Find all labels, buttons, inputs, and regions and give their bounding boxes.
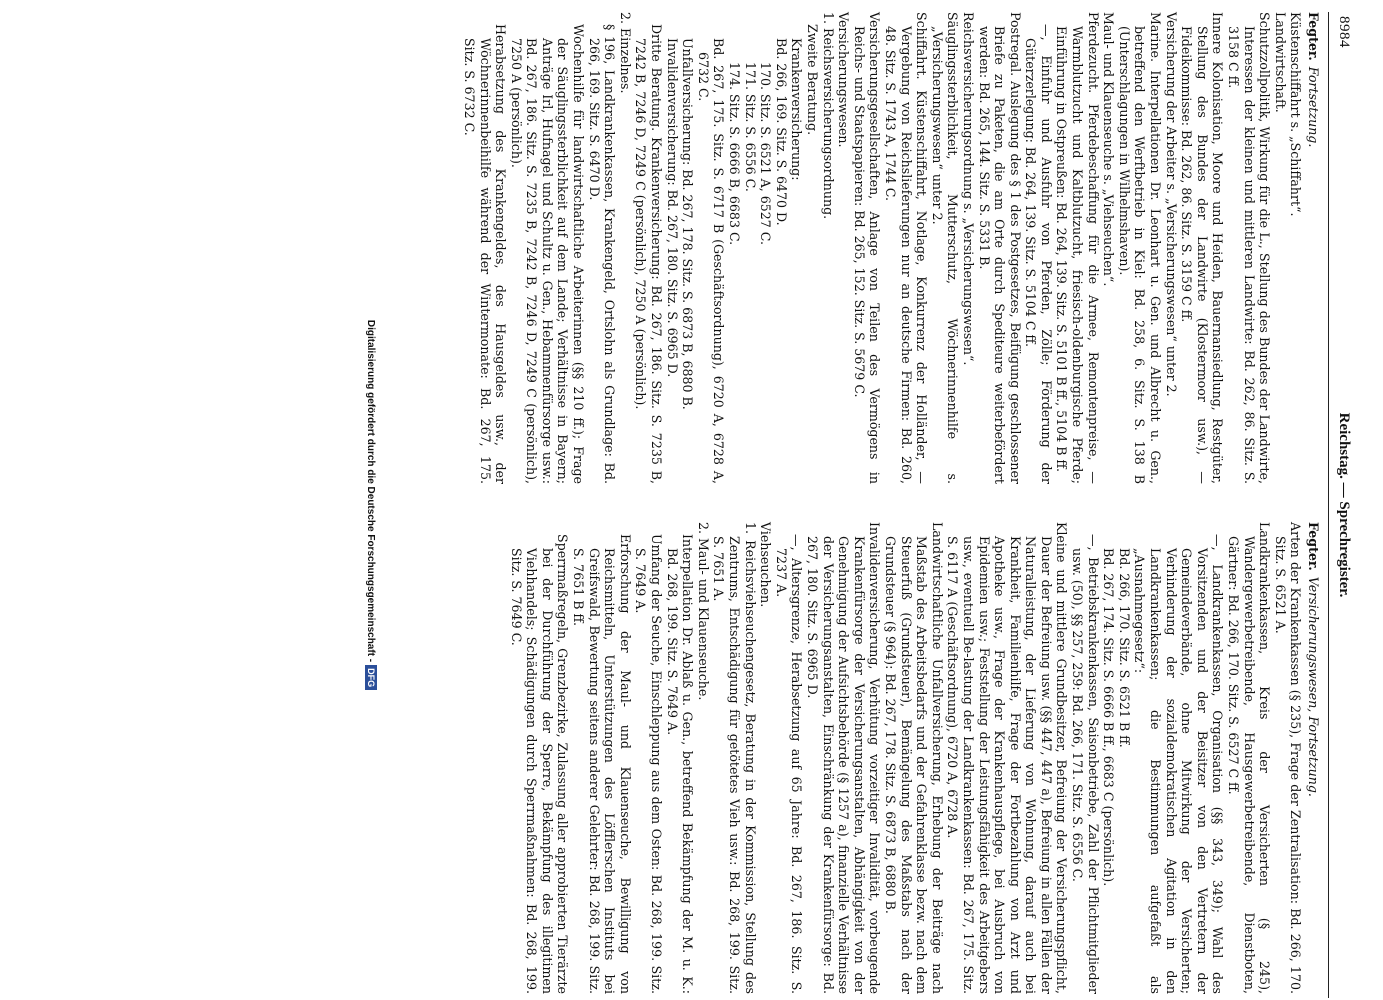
dfg-logo: DFG: [365, 665, 377, 690]
left-column: [461, 12, 1321, 484]
index-entry: Krankenversicherung:: [789, 38, 805, 181]
index-entry: Schutzzollpolitik, Wirkung für die L., Stellung des Bundes der Landwirte, Interessen der kleinen und mittleren Landwirte: Bd. 262, 86. Sitz. S. 3158 C ff.: [1226, 12, 1273, 484]
index-entry: 1. Reichsversicherungsordnung.: [820, 12, 836, 220]
index-entry: Bd. 267, 175. Sitz. S. 6717 B (Geschäftsordnung), 6720 A, 6728 A, 6732 C.: [695, 38, 727, 484]
index-entry: 171. Sitz. S. 6556 C.: [742, 62, 758, 192]
index-entry: Versicherungswesen.: [836, 12, 852, 148]
index-entry: Unfallversicherung: Bd. 267, 178. Sitz. S. 6873 B, 6880 B.: [680, 38, 696, 410]
index-entry: 1. Reichsviehseuchengesetz, Beratung in der Kommission, Stellung des Zentrums, Entschädigung für getötetes Vieh usw.: Bd. 268, 199. Sitz. S. 7651 A.: [711, 522, 758, 994]
footer-text: Digitalisierung gefördert durch die Deutsche Forschungsgemeinschaft -: [365, 319, 376, 663]
index-entry: —, Betriebskrankenkassen, Saisonbetriebe, Zahl der Pflichtmitglieder usw. (50), §§ 257, 259: Bd. 266, 171. Sitz. S. 6556 C.: [1070, 534, 1101, 994]
index-entry: Landkrankenkassen, Kreis der Versicherten (§ 245), Wandergewerbetreibende, Hausgewerbetreibende, Dienstboten, Gärtner: Bd. 266, 170. Sitz. S. 6527 C ff.: [1226, 522, 1273, 994]
index-entry: Bd. 267, 174. Sitz. S. 6666 B ff., 6683 C (persönlich).: [1101, 548, 1117, 887]
right-entry-list: [508, 522, 1303, 994]
index-entry: Pferdezucht. Pferdebeschaffung für die Armee, Remontenpreise, — Warmblutzucht und Kaltblutzucht, friesisch-oldenburgische Pferde; Einführung in Ostpreußen: Bd. 264, 139. Sitz. S. 5101 B ff., 5104 B ff.: [1054, 12, 1101, 484]
index-entry: Sperrmaßregeln, Grenzbezirke, Zulassung aller approbierten Tierärzte bei der Durchführung der Sperre, Bekämpfung des illegitimen Viehhandels; Schädigungen durch Sperrmaßnahmen: Bd. 268, 199. Sitz. S. 7649 C.: [508, 534, 571, 994]
continuation-label: Fortsetzung.: [1306, 66, 1321, 148]
index-entry: Postregal. Auslegung des § 1 des Postgesetzes, Beifügung geschlossener Briefe zu Paketen, die am Orte durch Spediteure weiterbefördert werden: Bd. 265, 144. Sitz. S. 5331 B.: [976, 12, 1023, 484]
index-entry: 2. Maul- und Klauenseuche.: [695, 522, 711, 701]
index-entry: Kleine und mittlere Grundbesitzer, Befreiung der Versicherungspflicht, Dauer der Befreiung usw. (§§ 447, 447 a), Befreiung in allen Fällen der Naturalleistung, der Lieferung von Wohnung, darauf auch bei Krankheit, Familienhilfe, Frage der Fortbezahlung von Arzt und Apotheke usw., Frage der Krankenhauspflege, bei Ausbruch von Epidemien usw.; Feststellung der Leistungsfähigkeit des Arbeitgebers usw., eventuell Be-lastung der Landkrankenkassen: Bd. 267, 175. Sitz. S. 6117 A (Geschäftsordnung), 6720 A, 6728 A.: [945, 522, 1070, 994]
index-entry: Invalidenversicherung: Bd. 267, 180. Sitz. S. 6965 D.: [664, 38, 680, 378]
index-entry: Dritte Beratung. Krankenversicherung: Bd. 267, 186. Sitz. S. 7235 B, 7242 B, 7246 D, 7249 C (persönlich), 7250 A (persönlich).: [633, 24, 665, 484]
left-column-heading: [1305, 12, 1321, 484]
page-number: 8984: [1336, 16, 1352, 48]
index-entry: Herabsetzung des Krankengeldes, des Hausgeldes usw., der Wöchnerinnenbeihilfe während der Wintermonate: Bd. 267, 175. Sitz. S. 6732 C.: [461, 24, 509, 484]
speaker-name: Fegter.: [1306, 12, 1321, 61]
index-entry: § 196, Landkrankenkassen, Krankengeld, Ortslohn als Grundlage: Bd. 266, 169. Sitz. S. 6470 D.: [586, 24, 618, 484]
right-column-heading: [1305, 522, 1321, 994]
index-entry: Umfang der Seuche, Einschleppung aus dem Osten: Bd. 268, 199. Sitz. S. 7649 A.: [633, 534, 665, 994]
rotated-page: [55, 12, 1353, 998]
index-entry: Interpellation Dr. Ablaß u. Gen., betreffend Bekämpfung der M. u. K.: Bd. 268, 199. Sitz. S. 7649 A.: [664, 534, 696, 994]
index-entry: Landwirtschaft.: [1272, 12, 1288, 113]
index-entry: Küstenschiffahrt s. „Schiffahrt“.: [1288, 12, 1304, 217]
index-entry: Marine. Interpellationen Dr. Leonhart u. Gen. und Albrecht u. Gen., betreffend den Werftbetrieb in Kiel: Bd. 258, 6. Sitz. S. 138 B (Unterschlagungen in Wilhelmshaven).: [1116, 12, 1164, 484]
index-entry: —, Landkrankenkassen, Organisation (§§ 343, 349); Wahl des Vorsitzenden und der Beisitzer von den Vertretern der Gemeindeverbände, ohne Mitwirkung der Versicherten; Verhinderung der sozialdemokratischen Agitation in den Landkrankenkassen; die Bestimmungen aufgefaßt als „Ausnahmegesetz“:: [1132, 534, 1226, 994]
right-column: [508, 522, 1321, 994]
continuation-label: Versicherungswesen, Fortsetzung.: [1306, 576, 1321, 797]
index-entry: Viehseuchen.: [758, 522, 774, 608]
index-entry: 2. Einzelnes.: [617, 12, 633, 94]
index-entry: Versicherung der Arbeiter s. „Versicherungswesen“ unter 2.: [1163, 12, 1179, 397]
index-entry: 170. Sitz. S. 6521 A, 6527 C.: [758, 62, 774, 245]
index-entry: Zweite Beratung.: [805, 24, 820, 136]
index-entry: Reichsversicherungsordnung s. „Versicherungswesen“.: [960, 12, 976, 366]
left-entry-list: [461, 12, 1303, 484]
index-entry: Erforschung der Maul- und Klauenseuche, Bewilligung von Reichsmitteln, Unterstützungen des Löfflerschen Instituts bei Greifswald, Bewertung seitens anderer Gelehrter: Bd. 268, 199. Sitz. S. 7651 B ff.: [571, 534, 633, 994]
index-entry: 174. Sitz. S. 6666 B, 6683 C.: [727, 62, 743, 246]
index-entry: Säuglingssterblichkeit, Mutterschutz, Wöchnerinnenhilfe s. „Versicherungswesen“ unter 2.: [929, 12, 961, 484]
index-entry: Schiffahrt. Küstenschiffahrt, Notlage, Konkurrenz der Holländer, — Vergebung von Reichslieferungen nur an deutsche Firmen: Bd. 260, 48. Sitz. S. 1743 A, 1744 C.: [882, 12, 930, 484]
index-entry: Landwirtschaftliche Unfallversicherung, Erhebung der Beiträge nach Maßstab des Arbeitsbedarfs und der Gefahrenklasse bezw. nach dem Steuerfuß (Grundsteuer), Bemängelung des Maßstabs nach der Grundsteuer (§ 964): Bd. 267, 178. Sitz. S. 6873 B, 6880 B.: [882, 522, 945, 994]
index-entry: Invalidenversicherung, Verhütung vorzeitiger Invalidität, vorbeugende Krankenfürsorge der Versicherungsanstalten, Abhängigkeit von der Genehmigung der Aufsichtsbehörde (§ 1257 a), finanzielle Verhältnisse der Versicherungsanstalten, Einschränkung der Krankenfürsorge: Bd. 267, 180. Sitz. S. 6965 D.: [805, 522, 883, 994]
index-entry: Bd. 266, 169. Sitz. S. 6470 D.: [773, 38, 789, 226]
index-entry: —, Einfuhr und Ausfuhr von Pferden, Zölle; Förderung der Güterzerlegung: Bd. 264, 139. Sitz. S. 5104 C ff.: [1023, 24, 1054, 484]
index-entry: Innere Kolonisation, Moore und Heiden, Bauernansiedlung, Restgüter, Stellung des Bundes der Landwirte (Klostermoor usw.), — Fideikommisse: Bd. 262, 86. Sitz. S. 3159 C ff.: [1179, 12, 1226, 484]
page-title: Reichstag. — Sprechregister.: [1336, 412, 1352, 598]
running-head: [1328, 12, 1353, 998]
index-entry: —, Altersgrenze, Herabsetzung auf 65 Jahre: Bd. 267, 186. Sitz. S. 7237 A.: [773, 534, 805, 994]
index-entry: Bd. 266, 170. Sitz. S. 6521 B ff.: [1116, 548, 1132, 748]
digitization-footer: [365, 12, 377, 998]
index-entry: Wochenhilfe für landwirtschaftliche Arbeiterinnen (§§ 210 ff.); Frage der Säuglingssterblichkeit auf dem Lande; Verhältnisse in Bayern; Anträge Irl, Hufnagel und Schultz u. Gen., Hebammenfürsorge usw.: Bd. 267, 186. Sitz. S. 7235 B, 7242 B, 7246 D, 7249 C (persönlich), 7250 A (persönlich).: [508, 24, 587, 484]
index-entry: Arten der Krankenkassen (§ 235), Frage der Zentralisation: Bd. 266, 170. Sitz. S. 6521 A.: [1272, 522, 1304, 994]
index-entry: Versicherungsgesellschaften, Anlage von Teilen des Vermögens in Reichs- und Staatspapieren: Bd. 265, 152. Sitz. S. 5679 C.: [851, 12, 883, 484]
index-entry: Maul- und Klauenseuche s. „Viehseuchen“.: [1101, 12, 1117, 287]
speaker-name: Fegter.: [1306, 522, 1321, 571]
